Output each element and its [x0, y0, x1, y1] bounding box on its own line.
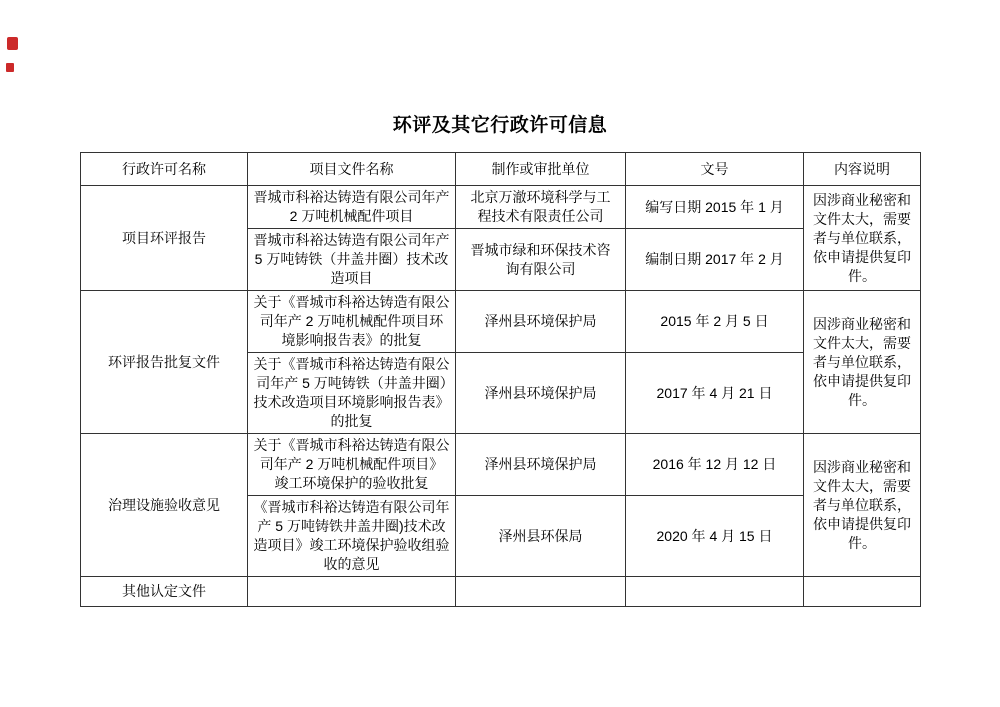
doc-number-cell: 编写日期 2015 年 1 月 [626, 186, 804, 229]
file-name-cell: 晋城市科裕达铸造有限公司年产 2 万吨机械配件项目 [248, 186, 456, 229]
file-name-cell: 关于《晋城市科裕达铸造有限公司年产 2 万吨机械配件项目》竣工环境保护的验收批复 [248, 434, 456, 496]
permit-info-table [80, 152, 921, 607]
doc-number-cell: 2017 年 4 月 21 日 [626, 353, 804, 434]
unit-cell: 晋城市绿和环保技术咨询有限公司 [456, 229, 626, 291]
unit-cell: 泽州县环保局 [456, 496, 626, 577]
doc-number-cell: 2020 年 4 月 15 日 [626, 496, 804, 577]
file-name-cell: 《晋城市科裕达铸造有限公司年产 5 万吨铸铁井盖井圈)技术改造项目》竣工环境保护验收组验收的意见 [248, 496, 456, 577]
col-header-description: 内容说明 [804, 153, 921, 186]
file-name-cell: 晋城市科裕达铸造有限公司年产 5 万吨铸铁（井盖井圈）技术改造项目 [248, 229, 456, 291]
description-cell [804, 577, 921, 607]
description-cell: 因涉商业秘密和文件太大，需要者与单位联系，依申请提供复印件。 [804, 186, 921, 291]
red-mark-icon-small [6, 63, 14, 72]
table-row [81, 577, 921, 607]
description-cell: 因涉商业秘密和文件太大，需要者与单位联系，依申请提供复印件。 [804, 291, 921, 434]
doc-number-cell [626, 577, 804, 607]
group-name-eia-approval: 环评报告批复文件 [81, 291, 248, 434]
doc-number-cell: 2015 年 2 月 5 日 [626, 291, 804, 353]
doc-number-cell: 2016 年 12 月 12 日 [626, 434, 804, 496]
page-title: 环评及其它行政许可信息 [392, 115, 608, 136]
table-row [81, 186, 921, 229]
table-row [81, 291, 921, 353]
table-row [81, 434, 921, 496]
doc-number-cell: 编制日期 2017 年 2 月 [626, 229, 804, 291]
col-header-permit-name: 行政许可名称 [81, 153, 248, 186]
table-header-row [81, 153, 921, 186]
file-name-cell: 关于《晋城市科裕达铸造有限公司年产 5 万吨铸铁（井盖井圈）技术改造项目环境影响报告表》的批复 [248, 353, 456, 434]
unit-cell: 泽州县环境保护局 [456, 353, 626, 434]
red-mark-icon [7, 37, 18, 50]
description-cell: 因涉商业秘密和文件太大，需要者与单位联系，依申请提供复印件。 [804, 434, 921, 577]
col-header-file-name: 项目文件名称 [248, 153, 456, 186]
col-header-unit: 制作或审批单位 [456, 153, 626, 186]
file-name-cell [248, 577, 456, 607]
col-header-doc-number: 文号 [626, 153, 804, 186]
unit-cell: 泽州县环境保护局 [456, 434, 626, 496]
group-name-other-documents: 其他认定文件 [81, 577, 248, 607]
unit-cell: 北京万澈环境科学与工程技术有限责任公司 [456, 186, 626, 229]
unit-cell [456, 577, 626, 607]
unit-cell: 泽州县环境保护局 [456, 291, 626, 353]
group-name-eia-report: 项目环评报告 [81, 186, 248, 291]
group-name-acceptance: 治理设施验收意见 [81, 434, 248, 577]
file-name-cell: 关于《晋城市科裕达铸造有限公司年产 2 万吨机械配件项目环境影响报告表》的批复 [248, 291, 456, 353]
